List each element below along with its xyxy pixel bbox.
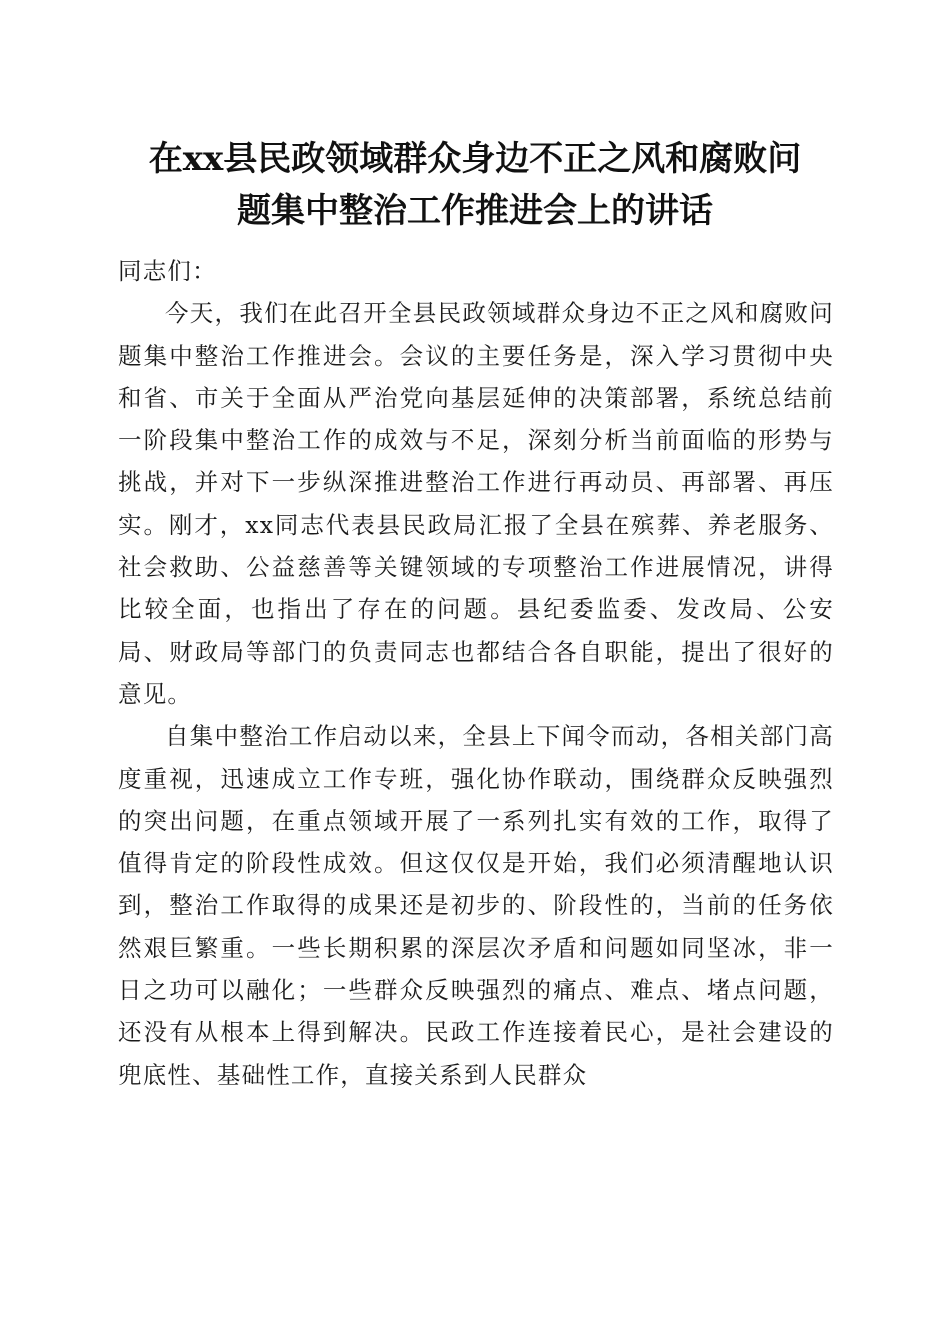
document-title <box>100 133 850 237</box>
salutation: 同志们： <box>118 257 217 285</box>
document-body <box>118 250 834 1096</box>
title-line-1: 在xx县民政领域群众身边不正之风和腐败问 <box>148 139 802 179</box>
paragraph-2: 自集中整治工作启动以来，全县上下闻令而动，各相关部门高度重视，迅速成立工作专班，强化协作联动，围绕群众反映强烈的突出问题，在重点领域开展了一系列扎实有效的工作，取得了值得肯定的阶段性成效。但这仅仅是开始，我们必须清醒地认识到，整治工作取得的成果还是初步的、阶段性的，当前的任务依然艰巨繁重。一些长期积累的深层次矛盾和问题如同坚冰，非一日之功可以融化；一些群众反映强烈的痛点、难点、堵点问题，还没有从根本上得到解决。民政工作连接着民心，是社会建设的兜底性、基础性工作，直接关系到人民群众 <box>118 722 834 1089</box>
paragraph-1: 今天，我们在此召开全县民政领域群众身边不正之风和腐败问题集中整治工作推进会。会议的主要任务是，深入学习贯彻中央和省、市关于全面从严治党向基层延伸的决策部署，系统总结前一阶段集中整治工作的成效与不足，深刻分析当前面临的形势与挑战，并对下一步纵深推进整治工作进行再动员、再部署、再压实。刚才，xx同志代表县民政局汇报了全县在殡葬、养老服务、社会救助、公益慈善等关键领域的专项整治工作进展情况，讲得比较全面，也指出了存在的问题。县纪委监委、发改局、公安局、财政局等部门的负责同志也都结合各自职能，提出了很好的意见。 <box>118 299 834 708</box>
title-line-2: 题集中整治工作推进会上的讲话 <box>237 191 713 231</box>
